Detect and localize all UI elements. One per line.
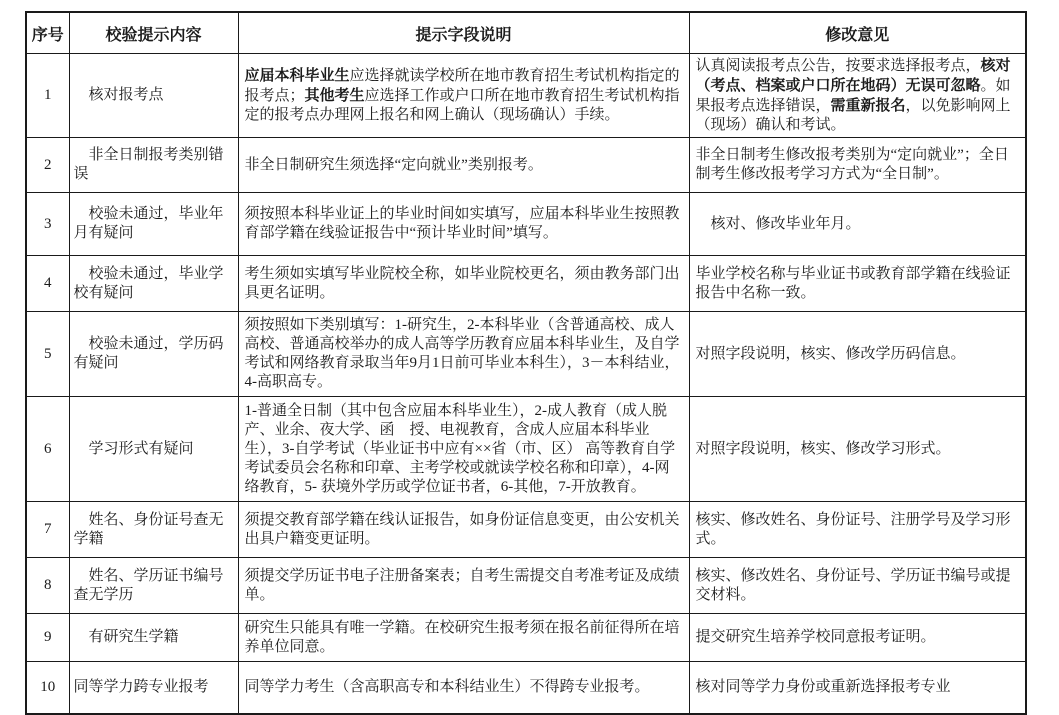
plain-text: 须提交学历证书电子注册备案表；自考生需提交自考准考证及成绩单。 <box>244 567 680 603</box>
row-number: 9 <box>26 614 69 662</box>
check-prompt-cell <box>69 193 238 256</box>
field-description-text <box>245 66 683 125</box>
row-number: 5 <box>26 312 69 397</box>
check-prompt-text: 校验未通过，毕业学校有疑问 <box>73 265 224 301</box>
field-description-cell <box>238 256 689 312</box>
check-prompt-text: 校验未通过，学历码有疑问 <box>73 336 224 371</box>
check-prompt-text: 学习形式有疑问 <box>88 440 194 457</box>
table-row <box>26 397 1026 502</box>
advice-cell <box>689 502 1026 558</box>
bold-text: 其他考生 <box>304 87 365 104</box>
field-description-text <box>245 678 683 697</box>
plain-text: 非全日制研究生须选择“定向就业”类别报考。 <box>244 156 543 173</box>
plain-text: 考生须如实填写毕业院校全称，如毕业院校更名，须由教务部门出具更名证明。 <box>244 265 680 301</box>
row-number: 7 <box>26 502 69 558</box>
plain-text: 对照字段说明，核实、修改学历码信息。 <box>695 345 966 362</box>
plain-text: 研究生只能具有唯一学籍。在校研究生报考须在报名前征得所在培养单位同意。 <box>244 619 680 655</box>
field-description-cell <box>238 312 689 397</box>
advice-text <box>696 567 1020 605</box>
field-description-text <box>245 265 683 303</box>
field-description-cell <box>238 614 689 662</box>
table-row <box>26 558 1026 614</box>
check-prompt-cell <box>69 614 238 662</box>
advice-cell <box>689 256 1026 312</box>
field-description-text <box>245 316 683 392</box>
table-row <box>26 502 1026 558</box>
advice-cell <box>689 312 1026 397</box>
plain-text: 核实、修改姓名、身份证号、注册学号及学习形式。 <box>695 511 1011 547</box>
field-description-cell <box>238 397 689 502</box>
row-number: 8 <box>26 558 69 614</box>
table-row <box>26 193 1026 256</box>
check-prompt-text: 核对报考点 <box>88 87 164 103</box>
advice-cell <box>689 193 1026 256</box>
check-prompt-cell <box>69 662 238 715</box>
check-prompts-table <box>25 11 1027 715</box>
advice-text <box>696 146 1020 184</box>
field-description-text <box>245 156 683 175</box>
header-row <box>26 12 1026 54</box>
plain-text: 。如果报考点选择错误， <box>695 78 1011 114</box>
field-description-cell <box>238 558 689 614</box>
bold-text: 核对（考点、档案或户口所在地码）无误可忽略 <box>695 57 1011 94</box>
advice-cell <box>689 54 1026 138</box>
plain-text: 应选择就读学校所在地市教育招生考试机构指定的报考点； <box>244 68 680 104</box>
advice-text <box>696 678 1020 697</box>
header-cell-description: 提示字段说明 <box>238 12 689 54</box>
plain-text: 须提交教育部学籍在线认证报告，如身份证信息变更，由公安机关出具户籍变更证明。 <box>244 511 680 547</box>
check-prompt-cell <box>69 54 238 138</box>
plain-text: 核实、修改姓名、身份证号、学历证书编号或提交材料。 <box>695 567 1011 603</box>
field-description-text <box>245 511 683 549</box>
header-cell-no: 序号 <box>26 12 69 54</box>
row-number: 3 <box>26 193 69 256</box>
table-row <box>26 138 1026 193</box>
field-description-text <box>245 402 683 497</box>
plain-text: ，以免影响网上（现场）确认和考试。 <box>695 98 1011 133</box>
plain-text: 同等学力考生（含高职高专和本科结业生）不得跨专业报考。 <box>244 679 650 695</box>
check-prompt-cell <box>69 558 238 614</box>
row-number: 4 <box>26 256 69 312</box>
field-description-cell <box>238 54 689 138</box>
advice-text <box>696 440 1020 459</box>
plain-text: 1-普通全日制（其中包含应届本科毕业生），2-成人教育（成人脱产、业余、夜大学、函 授、电视教育，含成人应届本科毕业生），3-自学考试（毕业证书中应有××省（市、区） 高等教育自学考试委员会名称和印章、主考学校或就读学校名称和印章），4-网络教育，5- 获境外学历或学位证书者，6-其他，7-开放教育。 <box>244 402 676 495</box>
check-prompt-text: 姓名、学历证书编号查无学历 <box>73 567 224 603</box>
plain-text: 认真阅读报考点公告，按要求选择报考点， <box>695 58 981 74</box>
plain-text: 须按照如下类别填写：1-研究生，2-本科毕业（含普通高校、成人高校、普通高校举办的成人高等学历教育应届本科毕业生，及自学考试和网络教育录取当年9月1日前可毕业本科生），3－本科结业，4-高职高专。 <box>244 317 680 390</box>
plain-text: 应选择工作或户口所在地市教育招生考试机构指定的报考点办理网上报名和网上确认（现场确认）手续。 <box>244 88 680 123</box>
check-prompt-text: 非全日制报考类别错误 <box>73 147 224 182</box>
field-description-cell <box>238 662 689 715</box>
bold-text: 应届本科毕业生 <box>244 67 350 84</box>
advice-cell <box>689 397 1026 502</box>
header-cell-content: 校验提示内容 <box>69 12 238 54</box>
check-prompt-cell <box>69 312 238 397</box>
field-description-cell <box>238 502 689 558</box>
table-row <box>26 312 1026 397</box>
table-row <box>26 256 1026 312</box>
table-row <box>26 662 1026 715</box>
plain-text: 非全日制考生修改报考类别为“定向就业”；全日制考生修改报考学习方式为“全日制”。 <box>695 147 1009 182</box>
plain-text: 毕业学校名称与毕业证书或教育部学籍在线验证报告中名称一致。 <box>695 265 1011 301</box>
check-prompt-cell <box>69 256 238 312</box>
advice-cell <box>689 558 1026 614</box>
table-header <box>26 12 1026 54</box>
advice-text <box>696 265 1020 303</box>
table-row <box>26 54 1026 138</box>
field-description-text <box>245 619 683 657</box>
advice-text <box>696 511 1020 549</box>
check-prompt-text: 校验未通过，毕业年月有疑问 <box>73 206 224 241</box>
advice-text <box>696 215 1020 234</box>
check-prompt-cell <box>69 397 238 502</box>
bold-text: 需重新报名 <box>830 97 906 114</box>
advice-cell <box>689 614 1026 662</box>
advice-text <box>696 628 1020 647</box>
plain-text: 对照字段说明，核实、修改学习形式。 <box>695 440 951 457</box>
advice-text <box>696 345 1020 364</box>
check-prompt-text: 同等学力跨专业报考 <box>73 679 209 695</box>
row-number: 10 <box>26 662 69 715</box>
advice-cell <box>689 138 1026 193</box>
plain-text: 核对同等学力身份或重新选择报考专业 <box>695 679 951 695</box>
field-description-cell <box>238 138 689 193</box>
table-body <box>26 54 1026 715</box>
check-prompt-text: 有研究生学籍 <box>88 629 179 645</box>
check-prompt-cell <box>69 138 238 193</box>
table-row <box>26 614 1026 662</box>
header-cell-advice: 修改意见 <box>689 12 1026 54</box>
plain-text: 核对、修改毕业年月。 <box>695 215 861 232</box>
row-number: 1 <box>26 54 69 138</box>
field-description-text <box>245 205 683 243</box>
field-description-cell <box>238 193 689 256</box>
check-prompt-cell <box>69 502 238 558</box>
advice-text <box>696 56 1020 135</box>
row-number: 2 <box>26 138 69 193</box>
field-description-text <box>245 567 683 605</box>
row-number: 6 <box>26 397 69 502</box>
plain-text: 须按照本科毕业证上的毕业时间如实填写，应届本科毕业生按照教育部学籍在线验证报告中“预计毕业时间”填写。 <box>244 206 680 241</box>
check-prompt-text: 姓名、身份证号查无学籍 <box>73 511 224 547</box>
advice-cell <box>689 662 1026 715</box>
plain-text: 提交研究生培养学校同意报考证明。 <box>695 629 936 645</box>
